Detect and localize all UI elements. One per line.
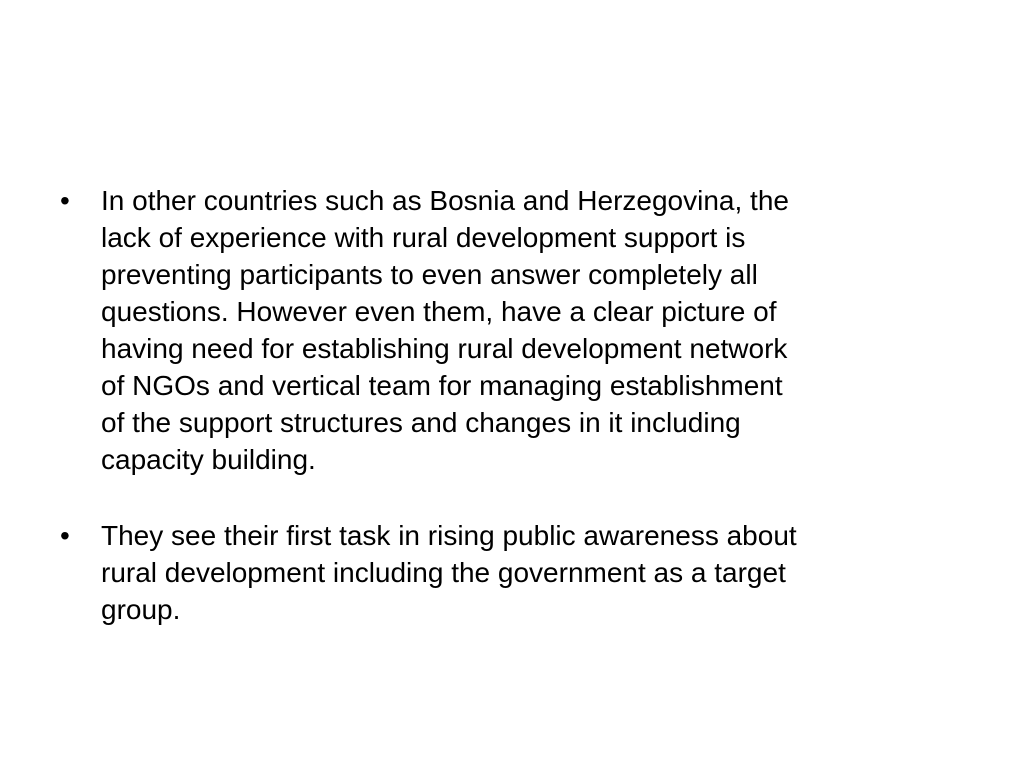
- bullet-item-2: [60, 517, 960, 628]
- bullet-marker: •: [60, 185, 70, 216]
- bullet-marker: •: [60, 520, 70, 551]
- bullet-text: They see their first task in rising public awareness about rural development including the government as a target group.: [101, 520, 797, 625]
- bullet-list: [60, 182, 960, 667]
- bullet-item-1: [60, 182, 960, 478]
- bullet-text: In other countries such as Bosnia and Herzegovina, the lack of experience with rural development support is preventing participants to even answer completely all questions. However even them, have a clear picture of having need for establishing rural development network of NGOs and vertical team for managing establishment of the support structures and changes in it including capacity building.: [101, 185, 789, 475]
